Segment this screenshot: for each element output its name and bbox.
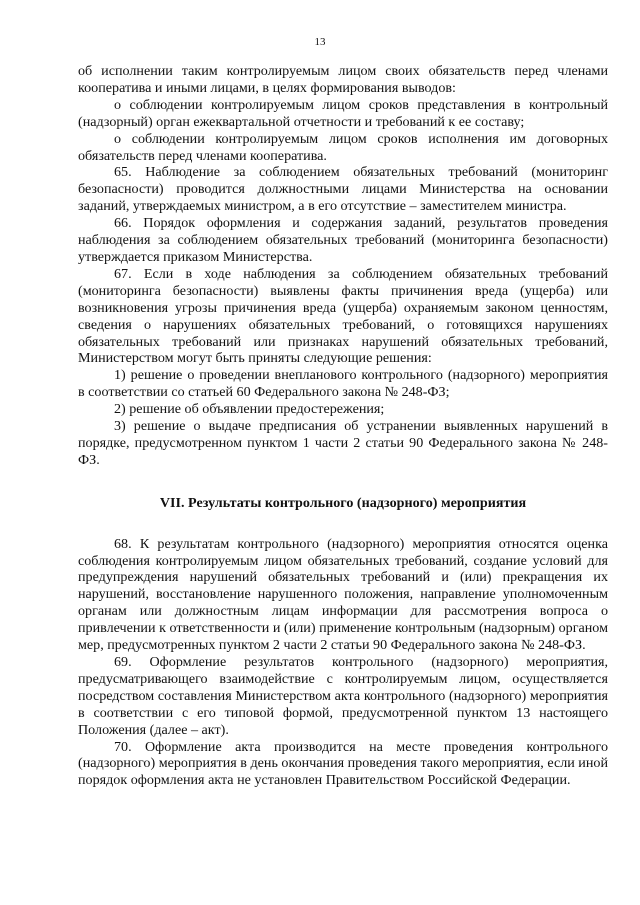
paragraph-70: 70. Оформление акта производится на месте проведения контрольного (надзорного) мероприятия в день окончания проведения такого мероприятия, если иной порядок оформления акта не установлен Правительством Российской Федерации.	[78, 738, 608, 789]
paragraph-66: 66. Порядок оформления и содержания заданий, результатов проведения наблюдения за соблюдением обязательных требований (мониторинга безопасности) утверждается приказом Министерства.	[78, 215, 608, 265]
paragraph-67-item-2: 2) решение об объявлении предостережения;	[114, 401, 385, 418]
document-body	[78, 63, 608, 789]
section-title: VII. Результаты контрольного (надзорного) мероприятия	[159, 494, 527, 511]
paragraph-69: 69. Оформление результатов контрольного (надзорного) мероприятия, предусматривающего взаимодействие с контролируемым лицом, осуществляется посредством составления Министерством акта контрольного (надзорного) мероприятия в соответствии с его типовой формой, предусмотренной пунктом 13 настоящего Положения (далее – акт).	[78, 654, 608, 738]
paragraph-reporting-deadlines: о соблюдении контролируемым лицом сроков представления в контрольный (надзорный) орган ежеквартальной отчетности и требований к ее составу;	[78, 96, 608, 130]
paragraph-67-item-1: 1) решение о проведении внепланового контрольного (надзорного) мероприятия в соответствии со статьей 60 Федерального закона № 248-ФЗ;	[78, 367, 608, 401]
paragraph-65: 65. Наблюдение за соблюдением обязательных требований (мониторинг безопасности) проводится должностными лицами Министерства на основании заданий, утверждаемых министром, а в его отсутствие – заместителем министра.	[78, 164, 608, 215]
paragraph-contract-obligations: о соблюдении контролируемым лицом сроков исполнения им договорных обязательств перед членами кооператива.	[78, 130, 608, 164]
paragraph-continuation: об исполнении таким контролируемым лицом своих обязательств перед членами кооператива и иными лицами, в целях формирования выводов:	[78, 63, 608, 96]
page-number: 13	[314, 36, 326, 48]
paragraph-68: 68. К результатам контрольного (надзорного) мероприятия относятся оценка соблюдения контролируемым лицом обязательных требований, создание условий для предупреждения нарушений обязательных требований и (или) прекращения их нарушений, восстановление нарушенного положения, направление уполномоченным органам или должностным лицам информации для рассмотрения вопроса о привлечении к ответственности и (или) применение контрольным (надзорным) органом мер, предусмотренных пунктом 2 части 2 статьи 90 Федерального закона № 248-ФЗ.	[78, 535, 608, 654]
paragraph-67-item-3: 3) решение о выдаче предписания об устранении выявленных нарушений в порядке, предусмотренном пунктом 1 части 2 статьи 90 Федерального закона № 248-ФЗ.	[78, 418, 608, 468]
paragraph-67: 67. Если в ходе наблюдения за соблюдением обязательных требований (мониторинга безопасности) выявлены факты причинения вреда (ущерба) или возникновения угрозы причинения вреда (ущерба) охраняемым законом ценностям, сведения о нарушениях обязательных требований, о готовящихся нарушениях обязательных требований или признаках нарушений обязательных требований, Министерством могут быть приняты следующие решения:	[78, 265, 608, 367]
